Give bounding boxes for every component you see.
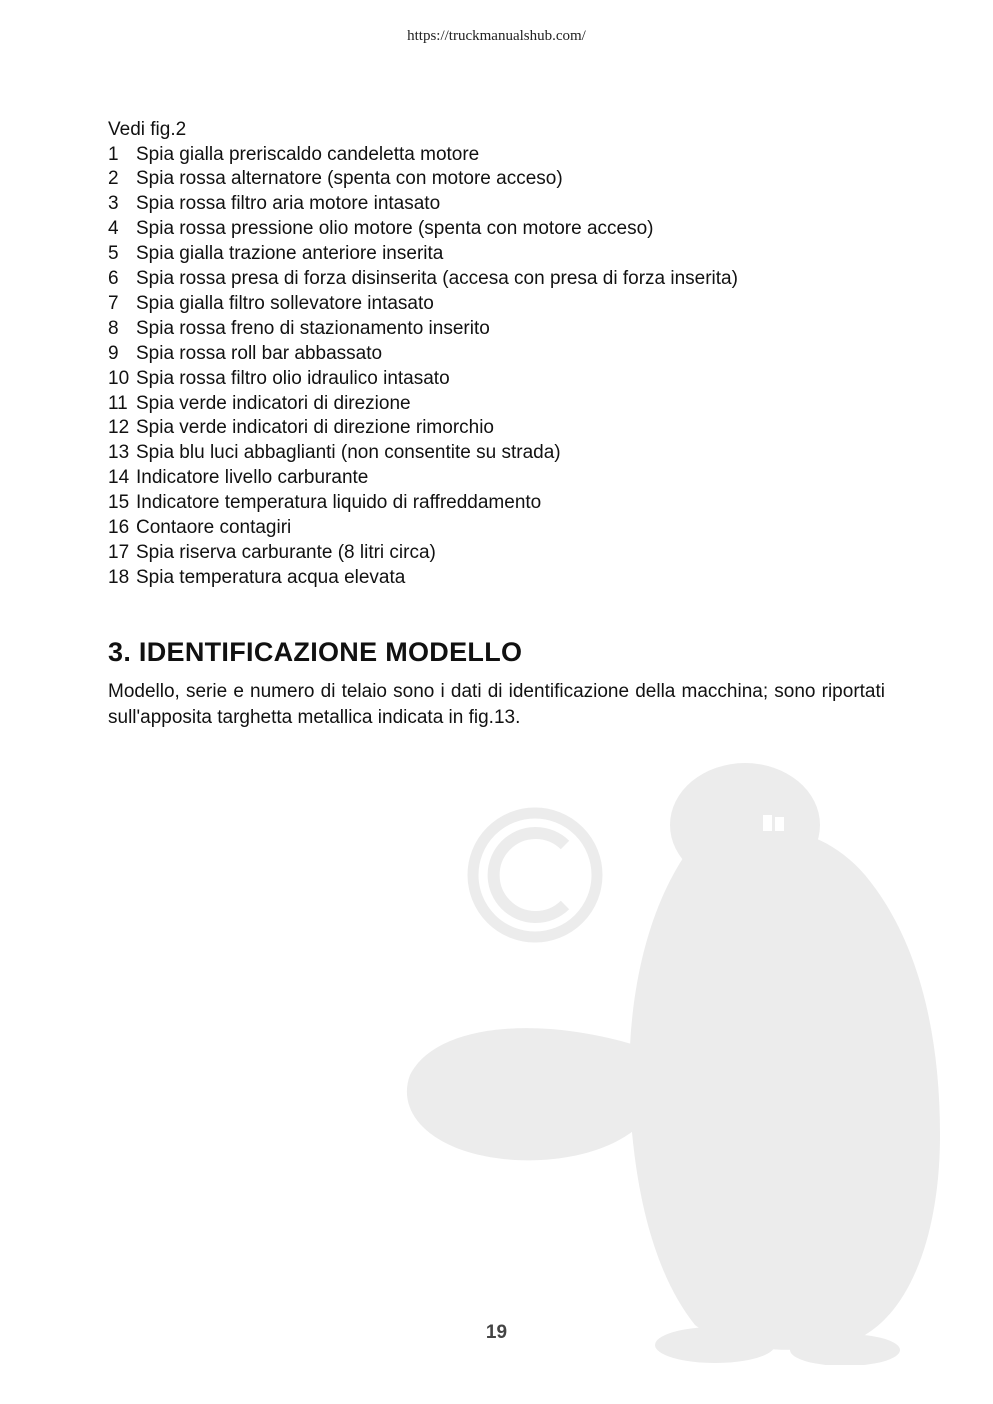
list-item xyxy=(108,566,888,591)
list-item xyxy=(108,267,888,292)
item-number: 7 xyxy=(108,292,119,314)
item-text: Spia gialla filtro sollevatore intasato xyxy=(136,292,434,314)
item-number: 15 xyxy=(108,492,130,514)
item-number: 9 xyxy=(108,342,119,364)
header-url: https://truckmanualshub.com/ xyxy=(407,28,586,44)
item-text: Spia rossa presa di forza disinserita (accesa con presa di forza inserita) xyxy=(136,268,738,290)
item-text: Spia rossa alternatore (spenta con motore acceso) xyxy=(136,168,563,190)
item-text: Spia rossa roll bar abbassato xyxy=(136,342,383,364)
item-text: Spia rossa filtro aria motore intasato xyxy=(136,193,441,215)
list-item xyxy=(108,491,888,516)
list-item xyxy=(108,292,888,317)
item-text: Spia verde indicatori di direzione xyxy=(136,392,411,414)
item-text: Spia gialla trazione anteriore inserita xyxy=(136,243,444,265)
list-item xyxy=(108,516,888,541)
list-item xyxy=(108,317,888,342)
page-number: 19 xyxy=(485,1322,508,1343)
item-text: Spia gialla preriscaldo candeletta motore xyxy=(136,143,480,165)
item-text: Indicatore temperatura liquido di raffreddamento xyxy=(136,492,542,514)
item-number: 11 xyxy=(108,392,128,414)
legend-block xyxy=(108,118,888,591)
indicator-list xyxy=(108,143,888,591)
item-text: Contaore contagiri xyxy=(136,517,292,539)
item-number: 14 xyxy=(108,467,130,489)
item-number: 17 xyxy=(108,542,130,563)
item-number: 18 xyxy=(108,566,130,588)
list-item xyxy=(108,416,888,441)
section-title: 3. IDENTIFICAZIONE MODELLO xyxy=(108,637,523,667)
item-number: 3 xyxy=(108,193,119,215)
item-number: 2 xyxy=(108,168,119,190)
item-text: Spia rossa pressione olio motore (spenta con motore acceso) xyxy=(136,218,654,240)
list-item xyxy=(108,242,888,267)
list-item xyxy=(108,192,888,217)
list-item xyxy=(108,466,888,491)
item-number: 13 xyxy=(108,442,130,464)
beaver-watermark-icon xyxy=(395,745,965,1365)
list-item xyxy=(108,342,888,367)
list-item xyxy=(108,392,888,417)
item-number: 5 xyxy=(108,243,119,265)
item-number: 4 xyxy=(108,218,119,240)
item-text: Spia verde indicatori di direzione rimorchio xyxy=(136,417,495,439)
item-number: 8 xyxy=(108,317,119,339)
list-item xyxy=(108,441,888,466)
item-number: 12 xyxy=(108,417,130,439)
item-number: 16 xyxy=(108,517,130,539)
list-item xyxy=(108,541,888,566)
item-text: Spia temperatura acqua elevata xyxy=(136,566,406,588)
figure-reference: Vedi fig.2 xyxy=(108,119,187,140)
item-number: 6 xyxy=(108,268,119,290)
item-text: Spia riserva carburante (8 litri circa) xyxy=(136,542,436,563)
section-paragraph: Modello, serie e numero di telaio sono i dati di identificazione della macchina; sono riportati sull'apposita targhetta metallica indicata in fig.13. xyxy=(108,681,885,728)
list-item xyxy=(108,167,888,192)
list-item xyxy=(108,143,888,168)
item-text: Spia blu luci abbaglianti (non consentite su strada) xyxy=(136,442,561,464)
item-text: Spia rossa freno di stazionamento inserito xyxy=(136,317,490,339)
item-text: Spia rossa filtro olio idraulico intasato xyxy=(136,367,450,389)
item-number: 1 xyxy=(108,143,119,165)
item-number: 10 xyxy=(108,367,130,389)
item-text: Indicatore livello carburante xyxy=(136,467,369,489)
list-item xyxy=(108,367,888,392)
list-item xyxy=(108,217,888,242)
